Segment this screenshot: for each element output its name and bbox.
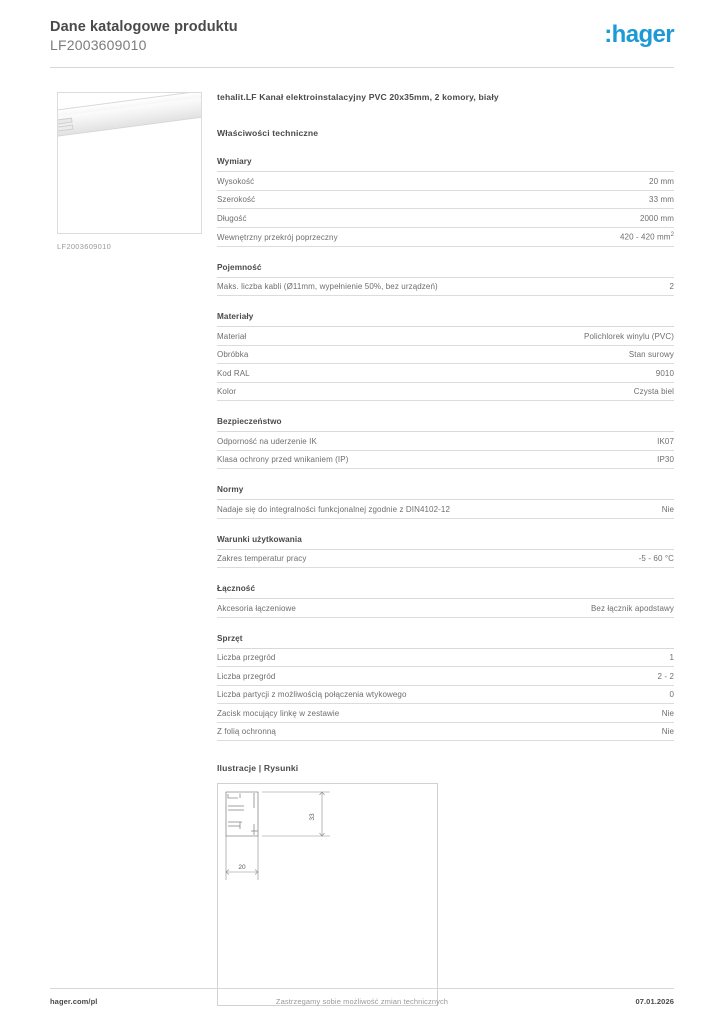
spec-label: Długość bbox=[217, 213, 247, 223]
spec-row bbox=[217, 209, 674, 228]
spec-group bbox=[217, 157, 674, 247]
spec-value: IK07 bbox=[657, 436, 674, 446]
spec-row bbox=[217, 383, 674, 402]
spec-group bbox=[217, 263, 674, 297]
spec-value: Nie bbox=[661, 708, 674, 718]
spec-label: Klasa ochrony przed wnikaniem (IP) bbox=[217, 455, 349, 465]
spec-group-title: Materiały bbox=[217, 312, 674, 327]
spec-value: 0 bbox=[669, 690, 674, 700]
spec-group bbox=[217, 584, 674, 618]
technical-properties-heading: Właściwości techniczne bbox=[217, 128, 319, 138]
spec-row bbox=[217, 346, 674, 365]
footer-date: 07.01.2026 bbox=[635, 997, 674, 1006]
spec-value: 1 bbox=[669, 653, 674, 663]
product-image bbox=[57, 92, 202, 234]
spec-groups bbox=[217, 157, 674, 741]
spec-row bbox=[217, 599, 674, 618]
spec-group-title: Normy bbox=[217, 485, 674, 500]
spec-label: Zacisk mocujący linkę w zestawie bbox=[217, 708, 340, 718]
spec-content bbox=[217, 92, 674, 1006]
spec-row bbox=[217, 550, 674, 569]
spec-group-title: Wymiary bbox=[217, 157, 674, 172]
spec-label: Szerokość bbox=[217, 195, 256, 204]
spec-value: 9010 bbox=[655, 368, 674, 378]
spec-group-title: Sprzęt bbox=[217, 634, 674, 649]
spec-group bbox=[217, 312, 674, 401]
spec-value: IP30 bbox=[657, 455, 674, 465]
product-name: tehalit.LF Kanał elektroinstalacyjny PVC 20x35mm, 2 komory, biały bbox=[217, 92, 499, 102]
spec-label: Kod RAL bbox=[217, 368, 250, 378]
spec-label: Akcesoria łączeniowe bbox=[217, 603, 296, 613]
spec-value: Polichlorek winylu (PVC) bbox=[584, 331, 674, 341]
spec-row bbox=[217, 704, 674, 723]
spec-label: Materiał bbox=[217, 331, 247, 341]
page-header bbox=[50, 18, 674, 68]
spec-label: Odporność na uderzenie IK bbox=[217, 436, 317, 446]
spec-group bbox=[217, 634, 674, 742]
drawing-width-label: 20 bbox=[238, 864, 246, 872]
trunking-illustration bbox=[57, 92, 202, 145]
spec-row bbox=[217, 686, 674, 705]
spec-group-title: Łączność bbox=[217, 584, 674, 599]
spec-group bbox=[217, 485, 674, 519]
spec-row bbox=[217, 278, 674, 297]
footer-divider bbox=[50, 988, 674, 989]
spec-row bbox=[217, 228, 674, 247]
spec-group-title: Warunki użytkowania bbox=[217, 535, 674, 550]
spec-value: Czysta biel bbox=[633, 387, 674, 397]
spec-value: 20 mm bbox=[649, 176, 674, 186]
hager-logo: :hager bbox=[604, 21, 674, 48]
spec-value: 2 - 2 bbox=[657, 671, 674, 681]
spec-row bbox=[217, 649, 674, 668]
spec-group bbox=[217, 535, 674, 569]
footer-disclaimer: Zastrzegamy sobie możliwość zmian technicznych bbox=[275, 997, 449, 1006]
spec-label: Nadaje się do integralności funkcjonalnej zgodnie z DIN4102-12 bbox=[217, 504, 451, 514]
spec-row bbox=[217, 172, 674, 191]
page-title: Dane katalogowe produktu bbox=[50, 19, 238, 35]
page-footer bbox=[50, 997, 674, 1011]
spec-value: 2000 mm bbox=[639, 213, 674, 223]
spec-row bbox=[217, 327, 674, 346]
spec-label: Kolor bbox=[217, 387, 237, 397]
spec-value-text: 420 - 420 mm bbox=[620, 232, 671, 242]
spec-row bbox=[217, 191, 674, 210]
spec-label: Wewnętrzny przekrój poprzeczny bbox=[217, 232, 338, 242]
product-image-caption: LF2003609010 bbox=[57, 242, 112, 251]
spec-value: 33 mm bbox=[649, 195, 674, 204]
spec-row bbox=[217, 364, 674, 383]
product-figure bbox=[57, 92, 202, 251]
spec-value: -5 - 60 °C bbox=[638, 554, 674, 564]
header-divider bbox=[50, 67, 674, 68]
illustration-drawing-box bbox=[217, 783, 438, 1006]
spec-group-title: Bezpieczeństwo bbox=[217, 417, 674, 432]
spec-label: Obróbka bbox=[217, 350, 249, 360]
spec-label: Zakres temperatur pracy bbox=[217, 554, 307, 564]
spec-value: Nie bbox=[661, 504, 674, 514]
spec-value-superscript: 2 bbox=[670, 232, 674, 238]
spec-value bbox=[620, 232, 674, 242]
spec-row bbox=[217, 723, 674, 742]
cross-section-drawing bbox=[218, 784, 439, 1007]
spec-value: Bez łącznik apodstawy bbox=[590, 603, 674, 613]
illustrations-heading: Ilustracje | Rysunki bbox=[217, 763, 299, 774]
spec-label: Maks. liczba kabli (Ø11mm, wypełnienie 50%, bez urządzeń) bbox=[217, 282, 438, 292]
spec-group bbox=[217, 417, 674, 469]
spec-label: Liczba partycji z możliwością połączenia wtykowego bbox=[217, 690, 407, 700]
spec-label: Liczba przegród bbox=[217, 671, 276, 681]
spec-value: Stan surowy bbox=[628, 350, 674, 360]
spec-group-title: Pojemność bbox=[217, 263, 674, 278]
spec-row bbox=[217, 500, 674, 519]
spec-value: Nie bbox=[661, 727, 674, 737]
footer-website[interactable]: hager.com/pl bbox=[50, 997, 98, 1006]
spec-label: Liczba przegród bbox=[217, 653, 276, 663]
drawing-height-label: 33 bbox=[309, 813, 316, 821]
spec-value: 2 bbox=[669, 282, 674, 292]
spec-label: Z folią ochronną bbox=[217, 727, 276, 737]
spec-row bbox=[217, 667, 674, 686]
spec-label: Wysokość bbox=[217, 176, 255, 186]
spec-row bbox=[217, 451, 674, 470]
product-code-subtitle: LF2003609010 bbox=[50, 37, 147, 53]
spec-row bbox=[217, 432, 674, 451]
